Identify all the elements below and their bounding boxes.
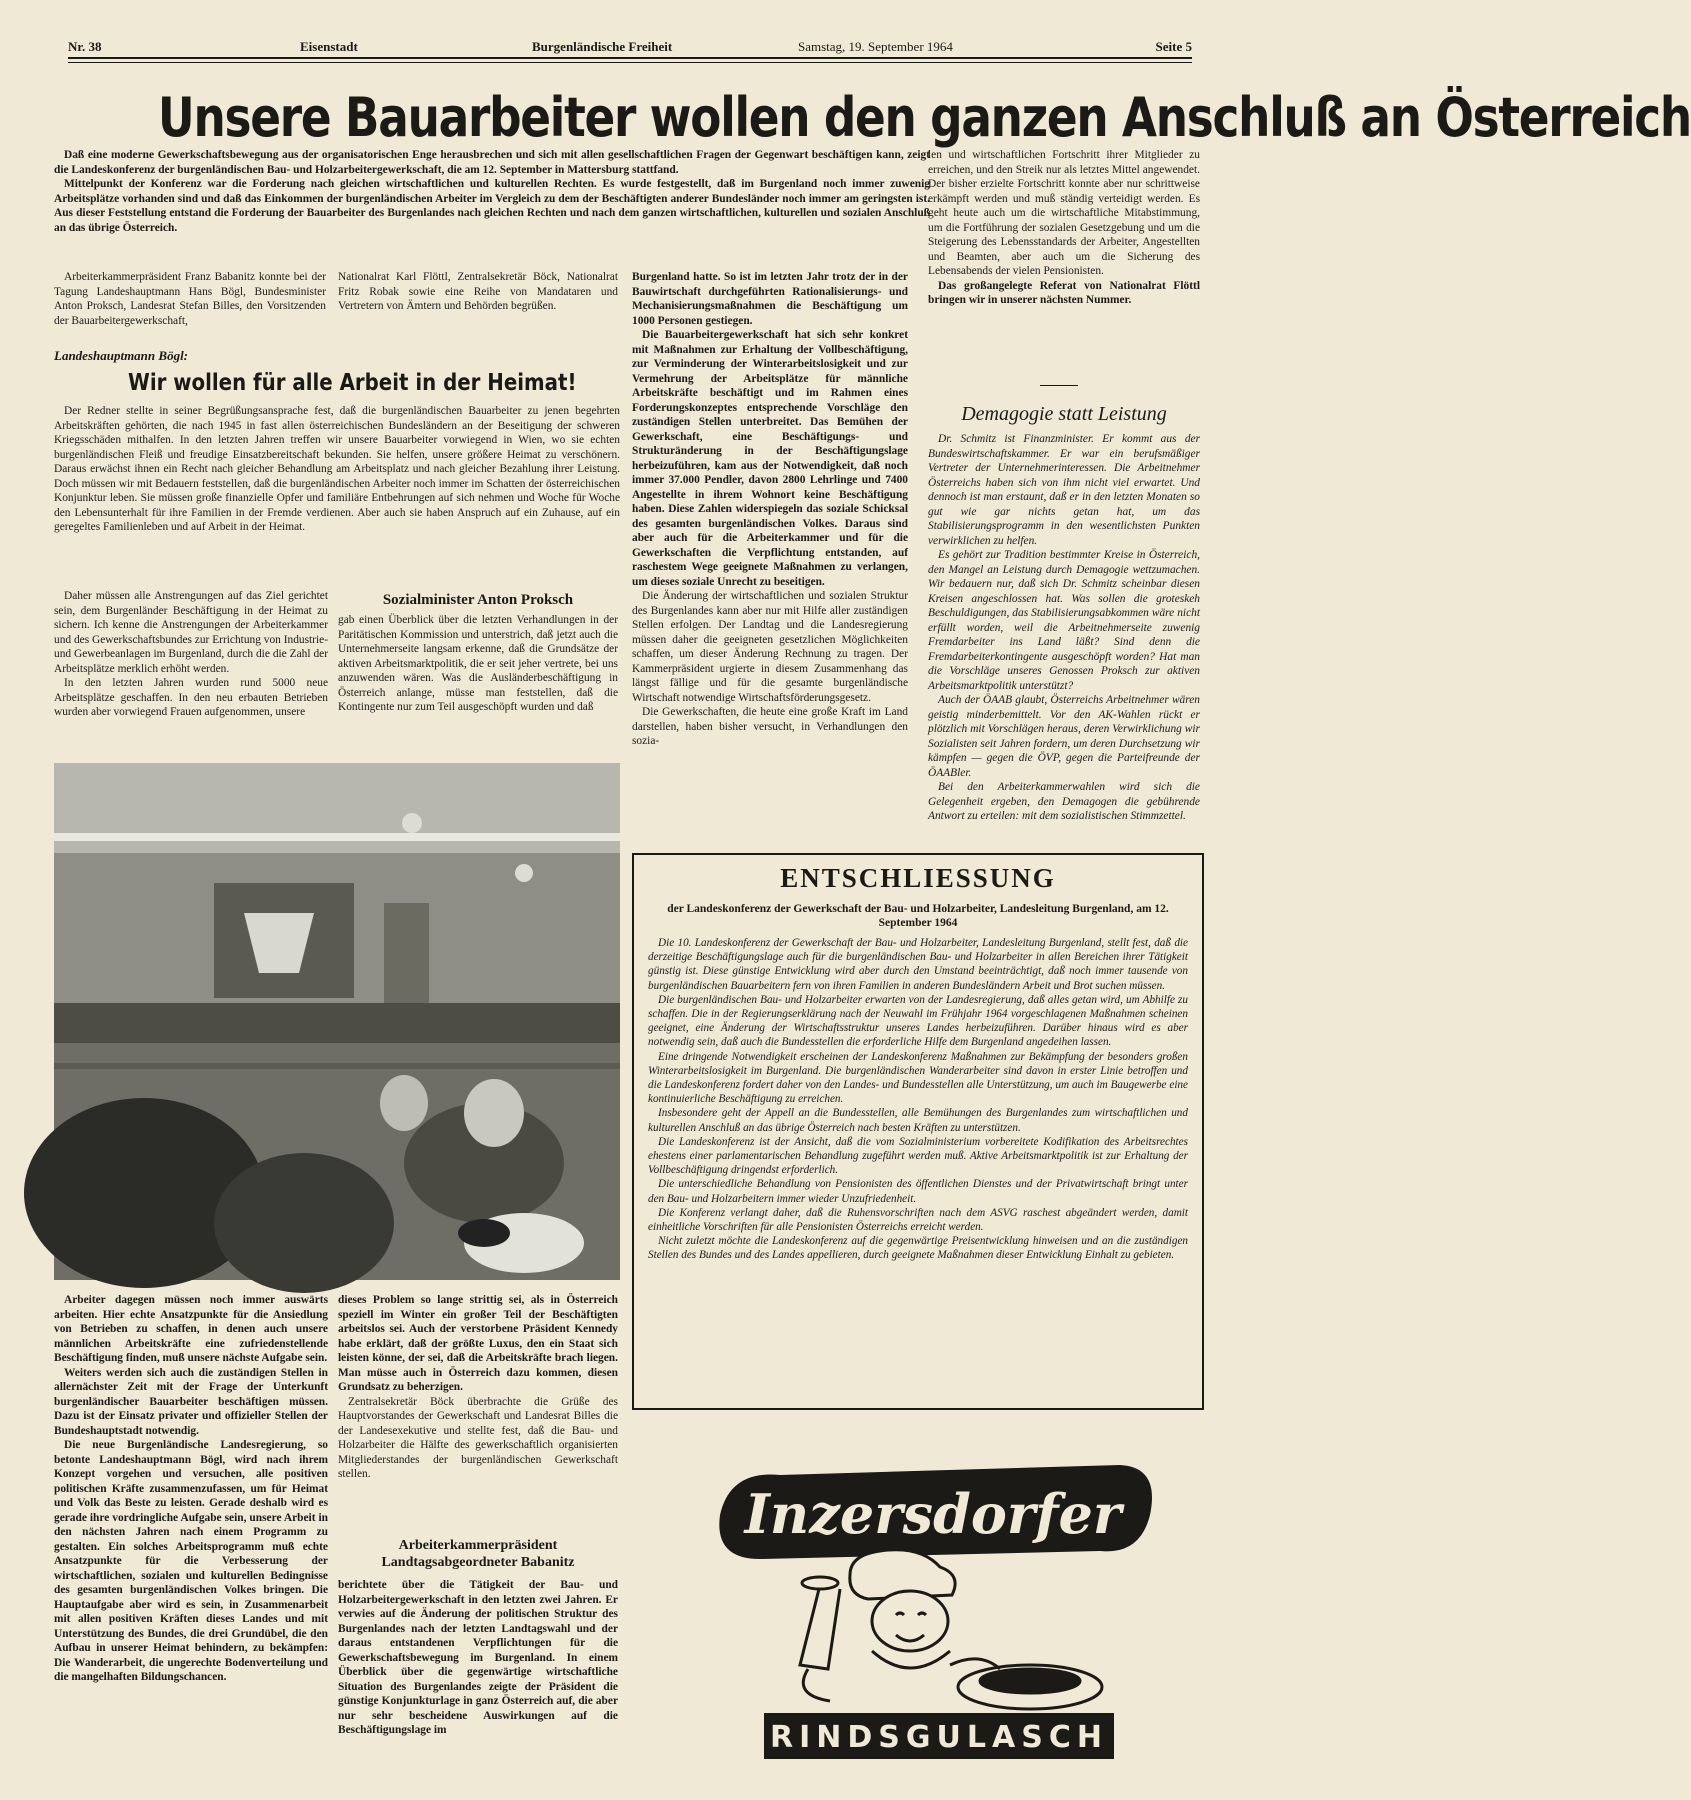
chef-illustration — [800, 1550, 1102, 1709]
col2-block-a — [338, 613, 618, 715]
newspaper-name: Burgenländische Freiheit — [532, 39, 673, 54]
issue-date: Samstag, 19. September 1964 — [798, 39, 953, 54]
body-paragraph: gab einen Überblick über die letzten Verhandlungen in der Paritätischen Kommission und unterstrich, daß jetzt auch die Unternehmerseite langsam erkenne, daß die Grundsätze der aktiven Arbeitsmarktpolitik, die er seit jeher vertrete, bei uns anzuwenden wären. Was die Ausländerbeschäftigung in Österreich anlange, müsse man feststellen, daß die Kontingente nur zum Teil ausgeschöpft wurden und daß — [338, 614, 618, 713]
body-paragraph: Die neue Burgenländische Landesregierung, so betonte Landeshauptmann Bögl, wird nach ihrem Konzept vorgehen und versuchen, alle positiven politischen Kräfte zusammenzufassen, um für Heimat und Volk das Beste zu leisten. Gerade deshalb wird es gerade ihre vordringliche Aufgabe sein, unsere Arbeit in den nächsten Jahren nach einem Programm zu gestalten. Ein solches Arbeitsprogramm muß echte Ansatzpunkte für die Verbesserung der wirtschaftlichen, sozialen und kulturellen Bedingnisse des gesamten burgenländischen Volkes bringen. Die Hauptaufgabe aber wird es sein, in Zusammenarbeit mit allen positiven Kräften dieses Landes und mit Unterstützung des Bundes, die drei Grundübel, die den Aufbau in unserer Heimat behindern, zu bekämpfen: Die Wanderarbeit, die ungerechte Bodenverteilung und die mangelhaften Bildungschancen. — [54, 1439, 328, 1683]
conference-photo — [54, 763, 620, 1280]
speaker-label: Landeshauptmann Bögl: — [54, 348, 189, 363]
lead-paragraph: Daß eine moderne Gewerkschaftsbewegung aus der organisatorischen Enge herausbrechen und sich mit allen gesellschaftlichen Fragen der Gegenwart beschäftigen kann, zeigt die Landeskonferenz der burgenländischen Bau- und Holzarbeitergewerkschaft, die am 12. September in Mattersburg stattfand. — [54, 149, 930, 176]
commentary-paragraph: Es gehört zur Tradition bestimmter Kreise in Österreich, den Mangel an Leistung durch Demagogie wettzumachen. Wir bedauern nur, daß sich Dr. Schmitz scheinbar diesen Kreisen angeschlossen hat. Was sollen die groteskeh Beschuldigungen, das Stabilisierungsabkommen wäre nicht erfüllt worden, weil die Arbeitnehmerseite zuwenig Fremdarbeiter ins Land läßt? Sind denn die Fremdarbeiterkontingente ausgeschöpft worden? Hat man die Vorschläge unseres Genossen Proksch zur aktiven Arbeitsmarktpolitik unterstützt? — [928, 549, 1200, 692]
intro-col2 — [338, 270, 618, 314]
commentary-paragraph: Dr. Schmitz ist Finanzminister. Er kommt aus der Bundeswirtschaftskammer. Er war ein berufsmäßiger Vertreter der Unternehmerinteressen. Die Arbeitnehmer Österreichs haben sich von ihm nicht viel erwartet. Und dennoch ist man erstaunt, daß er in den letzten Monaten so gut wie gar nichts getan hat, um das Stabilisierungsprogramm in den wesentlichsten Punkten verwirklichen zu helfen. — [928, 433, 1200, 547]
body-paragraph: Die Bauarbeitergewerkschaft hat sich sehr konkret mit Maßnahmen zur Erhaltung der Vollbeschäftigung, zur Verminderung der Winterarbeitslosigkeit und zur Vermehrung der Arbeitsplätze für männliche Arbeitskräfte beschäftigt und im Rahmen eines Forderungskonzeptes entsprechende Vorschläge den zuständigen Stellen unterbreitet. Das Bemühen der Gewerkschaft, eine Beschäftigungs- und Strukturänderung in der Beschäftigungslage herbeizuführen, kam aus der Notwendigkeit, daß noch immer 37.000 Pendler, davon 2800 Lehrlinge und 7400 Angestellte in ihrem Wohnort keine Beschäftigung haben. Diese Zahlen widerspiegeln das soziale Schicksal des gesamten burgenländischen Volkes. Daraus sind aber auch für die Arbeiterkammer und für die Gewerkschaften die Verpflichtung entstanden, auf raschestem Wege geeignete Maßnahmen zu verlangen, um dieses soziale Unrecht zu beseitigen. — [632, 329, 908, 588]
header-rule-thin — [68, 62, 1192, 63]
body-paragraph: Burgenland hatte. So ist im letzten Jahr trotz der in der Bauwirtschaft durchgeführten Rationalisierungs- und Mechanisierungsmaßnahmen die Beschäftigung um 1000 Personen gestiegen. — [632, 271, 908, 327]
body-paragraph: In den letzten Jahren wurden rund 5000 neue Arbeitsplätze geschaffen. In den neu erbauten Betrieben wurden aber vorwiegend Frauen aufgenommen, unsere — [54, 677, 328, 718]
body-paragraph: Zentralsekretär Böck überbrachte die Grüße des Hauptvorstandes der Gewerkschaft und Landesrat Billes die der Landesexekutive und stellte fest, daß die Bau- und Holzarbeiter die Hälfte des gewerkschaftlich organisierten Mitgliederstandes der burgenländischen Gewerkschaft stellen. — [338, 1395, 618, 1480]
col2-block-b — [338, 1293, 618, 1482]
resolution-paragraph: Die Landeskonferenz ist der Ansicht, daß die vom Sozialministerium vorbereitete Kodifikation des Arbeitsrechtes ehestens einer parlamentarischen Behandlung zugeführt werden muß. Aktive Arbeitsmarktpolitik ist zur Erhaltung der Vollbeschäftigung dringendst erforderlich. — [648, 1135, 1188, 1177]
ad-product-text: RINDSGULASCH — [770, 1720, 1108, 1755]
body-paragraph: Arbeiter dagegen müssen noch immer auswärts arbeiten. Hier echte Ansatzpunkte für die Ansiedlung von Betrieben zu schaffen, in denen auch unsere männlichen Arbeitskräfte eine zufriedenstellende Beschäftigung finden, muß unsere nächste Aufgabe sein. — [54, 1294, 328, 1364]
resolution-paragraph: Eine dringende Notwendigkeit erscheinen der Landeskonferenz Maßnahmen zur Bekämpfung der besonders großen Winterarbeitslosigkeit im Burgenland. Die burgenländischen Wanderarbeiter sind davon in erster Linie betroffen und die Landeskonferenz fordert daher von den Landes- und Bundesstellen alle Unterstützung, um auch im Baugewerbe eine kontinuierliche Beschäftigung zu erreichen. — [648, 1050, 1188, 1106]
col3-block — [632, 270, 908, 749]
resolution-paragraph: Die Konferenz verlangt daher, daß die Ruhensvorschriften nach dem ASVG raschest abgeändert werden, damit einheitliche Vorschriften für alle Pensionisten Österreichs erreicht werden. — [648, 1206, 1188, 1234]
speech-headline: Wir wollen für alle Arbeit in der Heimat! — [128, 370, 577, 396]
body-paragraph: Das großangelegte Referat von Nationalrat Flöttl bringen wir in unserer nächsten Nummer. — [928, 279, 1200, 306]
proksch-subhead: Sozialminister Anton Proksch — [382, 592, 574, 608]
speech-body — [54, 404, 620, 535]
demagogie-headline: Demagogie statt Leistung — [961, 403, 1167, 425]
issue-number: Nr. 38 — [68, 39, 102, 54]
col2-block-c — [338, 1578, 618, 1738]
resolution-subtitle: der Landeskonferenz der Gewerkschaft der Bau- und Holzarbeiter, Landesleitung Burgenland, am 12. September 1964 — [667, 903, 1169, 929]
advertisement — [700, 1455, 1166, 1765]
header-rule — [68, 57, 1192, 59]
body-paragraph: Daher müssen alle Anstrengungen auf das Ziel gerichtet sein, dem Burgenländer Beschäftigung in der Heimat zu sichern. Ich kenne die Anstrengungen der Arbeiterkammer und des Gewerkschaftsbundes zur Errichtung von Industrie- und Gewerbeanlagen im Burgenland, durch die die Zahl der Arbeitsplätze merklich erhöht werden. — [54, 590, 328, 675]
ad-brand-banner — [719, 1465, 1152, 1559]
separator-rule — [1040, 385, 1078, 386]
running-header — [68, 35, 1192, 57]
col1-block-a — [54, 589, 328, 720]
resolution-paragraph: Die 10. Landeskonferenz der Gewerkschaft der Bau- und Holzarbeiter, Landesleitung Burgenland, stellt fest, daß die derzeitige Beschäftigungslage auch für die burgenländischen Bau- und Holzarbeiter in allen Bereichen ihrer Tätigkeit günstig ist. Diese günstige Entwicklung wird aber durch den Umstand beeinträchtigt, daß noch immer tausende von burgenländischen Bauarbeitern fern von ihren Familien in anderen Bundesländern Arbeit und Brot suchen müssen. — [648, 937, 1188, 992]
resolution-paragraph: Insbesondere geht der Appell an die Bundesstellen, alle Bemühungen des Burgenlandes zum wirtschaftlichen und kulturellen Anschluß an das übrige Österreich nach besten Kräften zu unterstützen. — [648, 1107, 1188, 1134]
body-paragraph: len und wirtschaftlichen Fortschritt ihrer Mitglieder zu erreichen, und den Streik nur als letztes Mittel angewendet. Der bisher erzielte Fortschritt konnte aber nur schrittweise erkämpft werden und muß ständig verteidigt werden. Es geht heute auch um die wirtschaftliche Mitabstimmung, um die Fortführung der sozialen Gesetzgebung und um die Steigerung des Lebensstandards der Arbeiter, Angestellten und Beamten, aber auch um die Sicherung des Lebensabends der vielen Pensionisten. — [928, 149, 1200, 277]
body-paragraph: Die Änderung der wirtschaftlichen und sozialen Struktur des Burgenlandes kann aber nur mit Hilfe aller zuständigen Stellen erfolgen. Der Landtag und die Landesregierung müssen daher die geeigneten gesetzlichen Möglichkeiten schaffen, um dieser Änderung Rechnung zu tragen. Der Kammerpräsident urgierte in diesem Zusammenhang das längst fällige und für die gesamte burgenländische Wirtschaft notwendige Wirtschaftsförderungsgesetz. — [632, 590, 908, 704]
lead-paragraph: Mittelpunkt der Konferenz war die Forderung nach gleichen wirtschaftlichen und kulturellen Rechten. Es wurde festgestellt, daß im Burgenland noch immer zuwenig Arbeitsplätze vorhanden sind und daß das Einkommen der burgenländischen Arbeiter im Vergleich zu dem der Beschäftigten anderer Bundesländer noch immer am geringsten ist. Aus dieser Feststellung entstand die Forderung der Bauarbeiter des Burgenlandes nach gleichen Rechten und nach dem ganzen wirtschaftlichen, kulturellen und sozialen Anschluß an das übrige Österreich. — [54, 178, 930, 234]
place-name: Eisenstadt — [300, 39, 358, 54]
body-paragraph: Weiters werden sich auch die zuständigen Stellen in allernächster Zeit mit der Frage der Unterkunft burgenländischer Bauarbeiter beschäftigen müssen. Dazu ist der Einsatz privater und offizieller Stellen der Bundeshauptstadt notwendig. — [54, 1366, 328, 1437]
ad-product-banner — [764, 1713, 1114, 1759]
lead-block — [54, 148, 930, 235]
ad-brand-text: Inzersdorfer — [744, 1482, 1122, 1546]
commentary-paragraph: Bei den Arbeiterkammerwahlen wird sich die Gelegenheit ergeben, den Demagogen die gebührende Antwort zu erteilen: mit dem sozialistischen Stimmzettel. — [928, 781, 1200, 822]
body-paragraph: Die Gewerkschaften, die heute eine große Kraft im Land darstellen, haben bisher versucht, in Verhandlungen den sozia- — [632, 706, 908, 747]
col4-block — [928, 148, 1200, 308]
resolution-paragraph: Die unterschiedliche Behandlung von Pensionisten des öffentlichen Dienstes und der Privatwirtschaft bringt unter den Bau- und Holzarbeitern immer wieder Unzufriedenheit. — [648, 1178, 1188, 1205]
intro-paragraph: Arbeiterkammerpräsident Franz Babanitz konnte bei der Tagung Landeshauptmann Hans Bögl, Bundesminister Anton Proksch, Landesrat Stefan Billes, den Vorsitzenden der Bauarbeitergewerkschaft, — [54, 271, 326, 327]
body-paragraph: dieses Problem so lange strittig sei, als in Österreich speziell im Winter ein großer Teil der Beschäftigten arbeitslos sei. Auch der verstorbene Präsident Kennedy habe erklärt, daß der größte Luxus, den ein Staat sich leisten könne, der sei, daß die Arbeitskräfte brach liegen. Man müsse auch in Österreich dazu kommen, diesen Grundsatz zu beherzigen. — [338, 1294, 618, 1393]
commentary-paragraph: Auch der ÖAAB glaubt, Österreichs Arbeitnehmer wären geistig minderbemittelt. Vor den AK-Wahlen rückt er plötzlich mit Vorschlägen heraus, deren Verwirklichung wir Sozialisten seit Jahren fordern, um deren Durchsetzung wir kämpfen — gegen die ÖVP, gegen die Parteifreunde der ÖAABler. — [928, 694, 1200, 779]
page-number: Seite 5 — [1155, 39, 1192, 54]
intro-col1 — [54, 270, 326, 328]
col1-block-b — [54, 1293, 328, 1685]
resolution-title: ENTSCHLIESSUNG — [780, 863, 1056, 893]
body-paragraph: berichtete über die Tätigkeit der Bau- und Holzarbeitergewerkschaft in den letzten zwei Jahren. Er verwies auf die Änderung der politischen Struktur des Burgenlandes nach der letzten Landtagswahl und der daraus entstandenen Verpflichtungen für die Gewerkschaftsbewegung im Burgenland. In einem Überblick über die gegenwärtige wirtschaftliche Situation des Burgenlandes zeigte der Präsident die günstige Konjunkturlage in ganz Österreich auf, die aber nur sehr bescheidene Auswirkungen auf die Beschäftigungslage im — [338, 1579, 618, 1736]
demagogie-block — [928, 432, 1200, 824]
intro-paragraph: Nationalrat Karl Flöttl, Zentralsekretär Böck, Nationalrat Fritz Robak sowie eine Reihe von Mandataren und Vertretern von Ämtern und Behörden begrüßen. — [338, 271, 618, 312]
speech-paragraph: Der Redner stellte in seiner Begrüßungsansprache fest, daß die burgenländischen Bauarbeiter zu jenen begehrten Arbeitskräften gehörten, die nach 1945 in fast allen österreichischen Bundesländern an der Beseitigung der schweren Kriegsschäden mithalfen. In den letzten Jahren treffen wir unsere Bauarbeiter vorwiegend in Wien, wo sie echten burgenländischen Fleiß und freudige Einsatzbereitschaft bekunden. Sie helfen, unsere größere Heimat zu verschönern. Daraus erwächst ihnen ein Recht nach gleicher Behandlung am Arbeitsplatz und nach gleicher Bezahlung ihrer Leistung. Doch müssen wir mit Bedauern feststellen, daß die burgenländischen Arbeiter noch immer im Schatten der österreichischen Konjunktur leben. Sie müssen große finanzielle Opfer und familiäre Entbehrungen auf sich nehmen und Woche für Woche den Lebensunterhalt für ihre Familien in der Fremde verdienen. Aber auch sie haben Anspruch auf ein Zuhause, auf ein geregeltes Familienleben und auf Arbeit in der Heimat. — [54, 405, 620, 533]
babanitz-subhead: Arbeiterkammerpräsident Landtagsabgeordneter Babanitz — [381, 1538, 575, 1570]
resolution-box — [632, 853, 1204, 1410]
resolution-paragraph: Nicht zuletzt möchte die Landeskonferenz auf die gegenwärtige Preisentwicklung hinweisen und an die zuständigen Stellen des Bundes und des Landes appellieren, durch geeignete Maßnahmen dieser Entwicklung Einhalt zu gebieten. — [648, 1235, 1188, 1262]
resolution-paragraph: Die burgenländischen Bau- und Holzarbeiter erwarten von der Landesregierung, daß alles getan wird, um Abhilfe zu schaffen. Die in der Regierungserklärung nach der Neuwahl im Frühjahr 1964 vorgeschlagenen Maßnahmen scheinen geeignet, eine Änderung der Wirtschaftsstruktur unseres Landes herbeizuführen. Darüber hinaus wird es aber notwendig sein, daß auch die Bundesstellen die erforderliche Hilfe dem Burgenland angedeihen lassen. — [648, 993, 1188, 1049]
main-headline: Unsere Bauarbeiter wollen den ganzen Anschluß an Österreich — [157, 86, 1691, 149]
